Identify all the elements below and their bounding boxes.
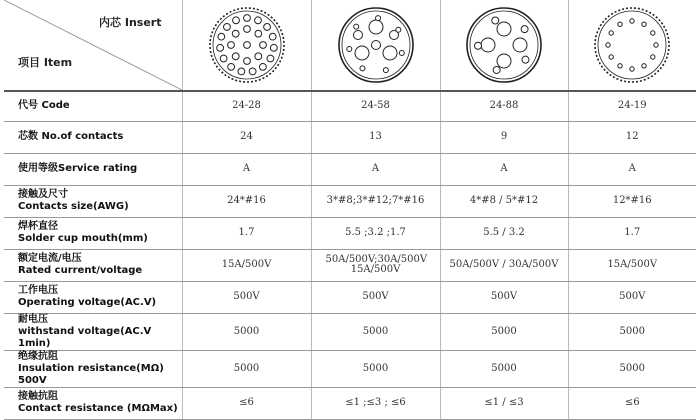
contact-hole xyxy=(513,38,527,52)
contact-hole xyxy=(642,64,646,68)
contact-hole xyxy=(232,30,239,37)
table-cell: ≤6 xyxy=(568,387,696,419)
table-cell: ≤1 ;≤3 ; ≤6 xyxy=(311,387,440,419)
contact-hole xyxy=(355,46,369,60)
contact-hole xyxy=(475,42,482,49)
contact-hole xyxy=(266,55,273,62)
table-cell: 24 xyxy=(182,121,311,153)
connector-24-19-cell xyxy=(568,0,696,91)
contact-hole xyxy=(395,27,400,32)
table-cell: A xyxy=(440,153,568,185)
header-diagonal-cell xyxy=(4,0,182,91)
table-cell: 500V xyxy=(568,281,696,313)
item-label: 项目 Item xyxy=(18,56,73,69)
table-cell: 5000 xyxy=(568,350,696,387)
table-cell: 3*#8;3*#12;7*#16 xyxy=(311,185,440,217)
table-cell: 15A/500V xyxy=(182,249,311,281)
table-cell: 5000 xyxy=(440,313,568,350)
contact-hole xyxy=(369,20,383,34)
contact-hole xyxy=(371,41,380,50)
table-cell: 50A/500V / 30A/500V xyxy=(440,249,568,281)
connector-24-19-icon xyxy=(592,5,672,85)
contact-hole xyxy=(237,68,244,75)
table-cell: 24-28 xyxy=(182,91,311,121)
contact-hole xyxy=(254,17,261,24)
connector-24-58-cell xyxy=(311,0,440,91)
row-label: 芯数 No.of contacts xyxy=(4,121,182,153)
table-cell: 12*#16 xyxy=(568,185,696,217)
row-label: 绝缘抗阻 Insulation resistance(MΩ) 500V xyxy=(4,350,182,387)
table-row xyxy=(4,350,696,387)
table-row xyxy=(4,153,696,185)
contact-hole xyxy=(249,68,256,75)
contact-hole xyxy=(346,47,351,52)
table-row xyxy=(4,121,696,153)
contact-hole xyxy=(630,19,634,23)
table-row xyxy=(4,281,696,313)
table-cell: 500V xyxy=(311,281,440,313)
row-label: 接触抗阻 Contact resistance (MΩMax) xyxy=(4,387,182,419)
row-label: 耐电压 withstand voltage(AC.V 1min) xyxy=(4,313,182,350)
table-cell: 1.7 xyxy=(568,217,696,249)
table-cell: 24-58 xyxy=(311,91,440,121)
contact-hole xyxy=(220,55,227,62)
contact-hole xyxy=(259,42,266,49)
table-cell: 12 xyxy=(568,121,696,153)
contact-hole xyxy=(359,66,364,71)
contact-hole xyxy=(618,64,622,68)
table-cell: 1.7 xyxy=(182,217,311,249)
contact-hole xyxy=(522,56,529,63)
table-row xyxy=(4,217,696,249)
contact-hole xyxy=(651,31,655,35)
table-row xyxy=(4,185,696,217)
contact-hole xyxy=(217,33,224,40)
contact-hole xyxy=(227,42,234,49)
contact-hole xyxy=(254,30,261,37)
contact-hole xyxy=(609,55,613,59)
contact-hole xyxy=(642,22,646,26)
table-cell: 5000 xyxy=(568,313,696,350)
table-cell: ≤1 / ≤3 xyxy=(440,387,568,419)
row-label: 接触及尺寸 Contacts size(AWG) xyxy=(4,185,182,217)
row-label: 额定电流/电压 Rated current/voltage xyxy=(4,249,182,281)
contact-hole xyxy=(353,31,362,40)
table-cell: 5000 xyxy=(311,350,440,387)
table-cell: 5000 xyxy=(440,350,568,387)
contact-hole xyxy=(243,58,250,65)
table-cell: 5000 xyxy=(182,350,311,387)
contact-hole xyxy=(223,24,230,31)
contact-hole xyxy=(492,17,499,24)
contact-hole xyxy=(243,26,250,33)
contact-hole xyxy=(618,22,622,26)
contact-hole xyxy=(383,68,388,73)
connector-24-88-icon xyxy=(464,5,544,85)
table-cell: 24-88 xyxy=(440,91,568,121)
table-row xyxy=(4,313,696,350)
contact-hole xyxy=(481,38,495,52)
connector-24-88-cell xyxy=(440,0,568,91)
contact-hole xyxy=(497,54,511,68)
table-cell: A xyxy=(568,153,696,185)
table-cell: 500V xyxy=(182,281,311,313)
contact-hole xyxy=(375,16,380,21)
contact-hole xyxy=(606,43,610,47)
contact-hole xyxy=(521,26,528,33)
contact-hole xyxy=(254,53,261,60)
spec-table xyxy=(4,0,696,420)
table-cell: 5000 xyxy=(182,313,311,350)
table-cell: 4*#8 / 5*#12 xyxy=(440,185,568,217)
table-cell: ≤6 xyxy=(182,387,311,419)
contact-hole xyxy=(497,22,511,36)
contact-hole xyxy=(654,43,658,47)
row-label: 使用等级Service rating xyxy=(4,153,182,185)
contact-hole xyxy=(383,46,397,60)
contact-hole xyxy=(630,67,634,71)
table-row xyxy=(4,387,696,419)
contact-hole xyxy=(493,66,500,73)
connector-24-58-icon xyxy=(336,5,416,85)
table-cell: 24*#16 xyxy=(182,185,311,217)
table-cell: A xyxy=(182,153,311,185)
insert-label: 内芯 Insert xyxy=(99,16,162,29)
row-label: 工作电压 Operating voltage(AC.V) xyxy=(4,281,182,313)
header-row xyxy=(4,0,696,91)
contact-hole xyxy=(353,24,358,29)
contact-hole xyxy=(270,44,277,51)
contact-hole xyxy=(263,24,270,31)
connector-24-28-cell xyxy=(182,0,311,91)
contact-hole xyxy=(609,31,613,35)
contact-hole xyxy=(651,55,655,59)
table-cell: 9 xyxy=(440,121,568,153)
contact-hole xyxy=(259,63,266,70)
contact-hole xyxy=(243,42,250,49)
contact-hole xyxy=(227,63,234,70)
table-cell: 50A/500V;30A/500V 15A/500V xyxy=(311,249,440,281)
contact-hole xyxy=(269,33,276,40)
contact-hole xyxy=(232,17,239,24)
contact-hole xyxy=(216,44,223,51)
table-row xyxy=(4,249,696,281)
row-label: 焊杯直径 Solder cup mouth(mm) xyxy=(4,217,182,249)
contact-hole xyxy=(232,53,239,60)
table-cell: 500V xyxy=(440,281,568,313)
table-cell: A xyxy=(311,153,440,185)
row-label: 代号 Code xyxy=(4,91,182,121)
table-cell: 5000 xyxy=(311,313,440,350)
table-row xyxy=(4,91,696,121)
table-cell: 13 xyxy=(311,121,440,153)
table-cell: 5.5 / 3.2 xyxy=(440,217,568,249)
table-cell: 5.5 ;3.2 ;1.7 xyxy=(311,217,440,249)
contact-hole xyxy=(399,50,404,55)
contact-hole xyxy=(243,15,250,22)
table-cell: 24-19 xyxy=(568,91,696,121)
table-cell: 15A/500V xyxy=(568,249,696,281)
connector-24-28-icon xyxy=(207,5,287,85)
